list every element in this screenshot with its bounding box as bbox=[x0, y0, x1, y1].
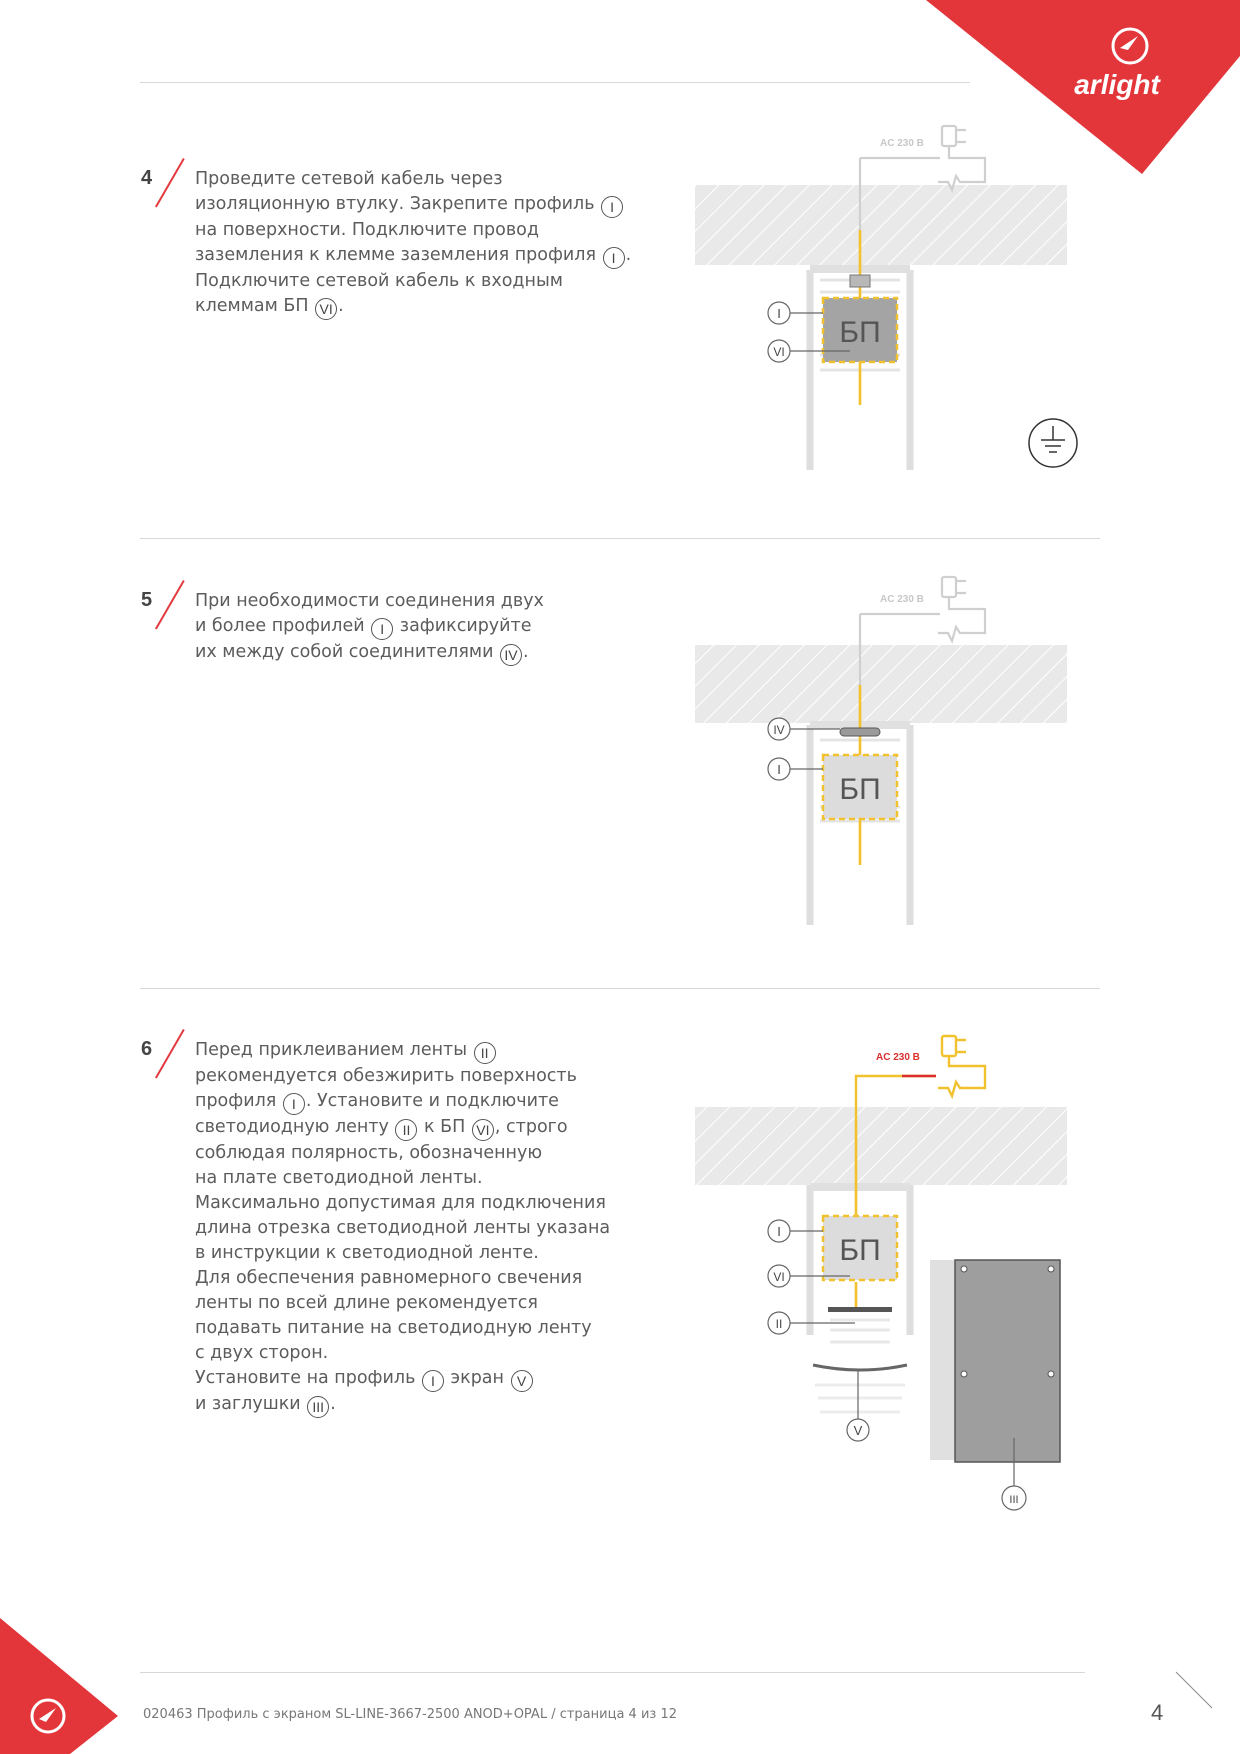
end-caps bbox=[930, 1260, 1060, 1462]
text-line bbox=[195, 1115, 610, 1141]
text-line bbox=[195, 1291, 610, 1316]
step-4-text bbox=[195, 167, 631, 320]
marker-VI: VI bbox=[773, 1270, 785, 1284]
part-marker: IV bbox=[500, 644, 522, 666]
marker-I: I bbox=[777, 306, 781, 321]
part-marker: II bbox=[395, 1119, 417, 1141]
text-run: соблюдая полярность, обозначенную bbox=[195, 1143, 543, 1163]
text-run: светодиодную ленту bbox=[195, 1117, 395, 1137]
part-marker: VI bbox=[472, 1119, 494, 1141]
step-5-slash bbox=[155, 580, 185, 629]
text-line bbox=[195, 218, 631, 243]
text-run: подавать питание на светодиодную ленту bbox=[195, 1318, 592, 1338]
marker-VI: VI bbox=[773, 345, 785, 359]
divider-6 bbox=[140, 988, 1100, 989]
psu-label: БП bbox=[839, 316, 881, 349]
step-5-number: 5 bbox=[141, 589, 153, 611]
text-run: экран bbox=[444, 1368, 510, 1388]
ground-icon bbox=[1029, 419, 1077, 467]
text-run: на поверхности. Подключите провод bbox=[195, 220, 539, 240]
text-line bbox=[195, 1266, 610, 1291]
text-run: Для обеспечения равномерного свечения bbox=[195, 1268, 583, 1288]
text-run: ленты по всей длине рекомендуется bbox=[195, 1293, 538, 1313]
text-line bbox=[195, 1366, 610, 1392]
ceiling-slab bbox=[695, 645, 1067, 723]
text-line bbox=[195, 1392, 610, 1418]
led-strip bbox=[828, 1307, 892, 1312]
diagram-step-5 bbox=[680, 565, 1100, 935]
text-run: Установите на профиль bbox=[195, 1368, 421, 1388]
psu-label: БП bbox=[839, 1234, 881, 1267]
text-line bbox=[195, 1341, 610, 1366]
step-6-number: 6 bbox=[141, 1038, 153, 1060]
text-run: рекомендуется обезжирить поверхность bbox=[195, 1066, 577, 1086]
part-marker: I bbox=[283, 1093, 305, 1115]
text-run: Перед приклеиванием ленты bbox=[195, 1040, 473, 1060]
end-cap bbox=[955, 1260, 1060, 1462]
text-line bbox=[195, 1141, 610, 1166]
text-line bbox=[195, 1089, 610, 1115]
marker-I: I bbox=[777, 762, 781, 777]
marker-V: V bbox=[853, 1423, 863, 1438]
brand-name: arlight bbox=[1074, 69, 1160, 100]
text-line bbox=[195, 1166, 610, 1191]
marker-II: II bbox=[775, 1317, 783, 1331]
text-line bbox=[195, 1241, 610, 1266]
part-marker: I bbox=[371, 618, 393, 640]
connector bbox=[840, 728, 880, 736]
page-number: 4 bbox=[1151, 1700, 1164, 1725]
text-run: и заглушки bbox=[195, 1394, 307, 1414]
part-marker: III bbox=[307, 1396, 329, 1418]
ceiling-slab bbox=[695, 185, 1067, 265]
divider-5 bbox=[140, 538, 1100, 539]
text-run: и более профилей bbox=[195, 616, 371, 636]
page-corner-line bbox=[1172, 1668, 1232, 1728]
text-line bbox=[195, 269, 631, 294]
step-4-number: 4 bbox=[141, 167, 153, 189]
ac-label: AC 230 В bbox=[880, 594, 924, 605]
footer-brand-corner bbox=[0, 1610, 130, 1754]
text-run: . bbox=[330, 1394, 336, 1414]
text-line bbox=[195, 243, 631, 269]
text-run: изоляционную втулку. Закрепите профиль bbox=[195, 194, 601, 214]
part-marker: V bbox=[511, 1370, 533, 1392]
part-marker: II bbox=[474, 1042, 496, 1064]
text-line bbox=[195, 294, 631, 320]
diffuser-screen bbox=[813, 1365, 907, 1370]
marker-IV: IV bbox=[773, 723, 785, 737]
top-divider bbox=[140, 82, 970, 83]
step-6-text bbox=[195, 1038, 610, 1418]
text-run: . Установите и подключите bbox=[305, 1091, 559, 1111]
text-run: профиля bbox=[195, 1091, 282, 1111]
ceiling-slab bbox=[695, 1107, 1067, 1185]
text-run: в инструкции к светодиодной ленте. bbox=[195, 1243, 539, 1263]
text-run: . bbox=[338, 296, 344, 316]
text-run: длина отрезка светодиодной ленты указана bbox=[195, 1218, 611, 1238]
text-line bbox=[195, 1191, 610, 1216]
step-4-slash bbox=[155, 158, 185, 207]
text-run: Проведите сетевой кабель через bbox=[195, 169, 503, 189]
text-line bbox=[195, 1316, 610, 1341]
ac-label: AC 230 В bbox=[876, 1052, 920, 1063]
step-6-slash bbox=[155, 1029, 185, 1078]
text-line bbox=[195, 589, 544, 614]
text-line bbox=[195, 640, 544, 666]
footer-doc-line: 020463 Профиль с экраном SL-LINE-3667-2500 ANOD+OPAL / страница 4 из 12 bbox=[143, 1707, 677, 1722]
text-run: заземления к клемме заземления профиля bbox=[195, 245, 602, 265]
text-run: , строго bbox=[494, 1117, 568, 1137]
ac-label: AC 230 В bbox=[880, 138, 924, 149]
text-run: на плате светодиодной ленты. bbox=[195, 1168, 483, 1188]
text-run: . bbox=[523, 642, 529, 662]
text-line bbox=[195, 167, 631, 192]
part-marker: I bbox=[601, 196, 623, 218]
text-run: их между собой соединителями bbox=[195, 642, 500, 662]
marker-I: I bbox=[777, 1224, 781, 1239]
text-run: зафиксируйте bbox=[394, 616, 532, 636]
text-line bbox=[195, 614, 544, 640]
text-line bbox=[195, 1038, 610, 1064]
psu-label: БП bbox=[839, 773, 881, 806]
diagram-step-6 bbox=[680, 1020, 1140, 1520]
text-run: . bbox=[625, 245, 632, 265]
text-run: к БП bbox=[418, 1117, 471, 1137]
text-run: Подключите сетевой кабель к входным bbox=[195, 271, 563, 291]
marker-III: III bbox=[1009, 1494, 1019, 1506]
text-run: При необходимости соединения двух bbox=[195, 591, 544, 611]
part-marker: I bbox=[603, 247, 625, 269]
text-line bbox=[195, 192, 631, 218]
text-run: с двух сторон. bbox=[195, 1343, 329, 1363]
text-line bbox=[195, 1216, 610, 1241]
text-line bbox=[195, 1064, 610, 1089]
text-run: клеммам БП bbox=[195, 296, 315, 316]
part-marker: I bbox=[422, 1370, 444, 1392]
diagram-step-4 bbox=[680, 110, 1100, 480]
part-marker: VI bbox=[315, 298, 337, 320]
step-5-text bbox=[195, 589, 544, 666]
text-run: Максимально допустимая для подключения bbox=[195, 1193, 606, 1213]
footer-divider bbox=[140, 1672, 1085, 1673]
